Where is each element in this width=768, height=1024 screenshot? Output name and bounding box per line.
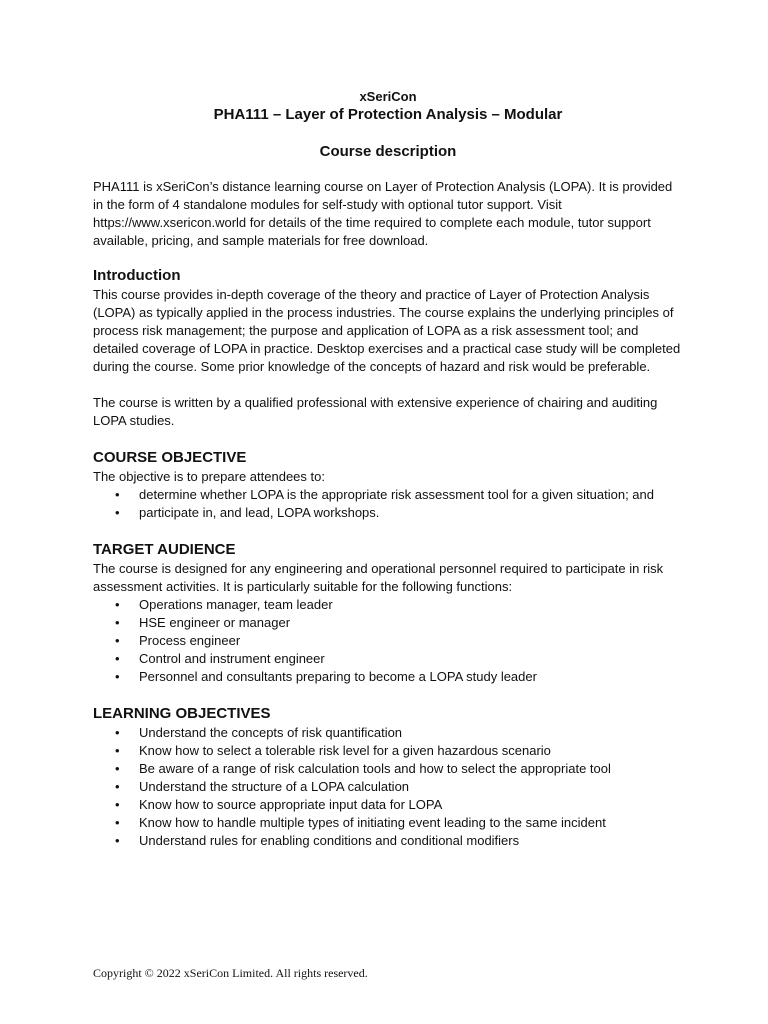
target-audience-heading: TARGET AUDIENCE: [93, 541, 236, 558]
list-item: [93, 760, 683, 778]
learning-objectives-heading: LEARNING OBJECTIVES: [93, 705, 271, 722]
bullet-icon: •: [115, 651, 120, 666]
bullet-icon: •: [115, 505, 120, 520]
bullet-icon: •: [115, 633, 120, 648]
bullet-icon: •: [115, 725, 120, 740]
bullet-icon: •: [115, 743, 120, 758]
course-objective-heading: COURSE OBJECTIVE: [93, 449, 247, 466]
document-subtitle: Course description: [319, 143, 457, 160]
document-page: [93, 88, 683, 850]
list-item: [93, 632, 683, 650]
list-item-text: Know how to handle multiple types of initiating event leading to the same incident: [139, 815, 606, 830]
course-objective-intro: The objective is to prepare attendees to:: [93, 469, 325, 484]
list-item-text: Control and instrument engineer: [139, 651, 325, 666]
list-item-text: Understand the structure of a LOPA calculation: [139, 779, 410, 794]
list-item-text: Understand the concepts of risk quantification: [139, 725, 403, 740]
bullet-icon: •: [115, 815, 120, 830]
list-item: [93, 832, 683, 850]
bullet-icon: •: [115, 615, 120, 630]
list-item: [93, 504, 683, 522]
target-audience-intro: The course is designed for any engineering and operational personnel required to participate in risk assessment activities. It is particularly suitable for the following functions:: [93, 561, 664, 594]
introduction-paragraph-1: This course provides in-depth coverage of the theory and practice of Layer of Protection Analysis (LOPA) as typically applied in the process industries. The course explains the underlying principles of process risk management; the purpose and application of LOPA as a risk assessment tool; and detailed coverage of LOPA in practice. Desktop exercises and a practical case study will be completed during the course. Some prior knowledge of the concepts of hazard and risk would be preferable.: [93, 287, 681, 374]
list-item-text: Be aware of a range of risk calculation tools and how to select the appropriate tool: [139, 761, 611, 776]
list-item-text: Know how to source appropriate input data for LOPA: [139, 797, 443, 812]
target-audience-list: [93, 596, 683, 686]
list-item: [93, 778, 683, 796]
bullet-icon: •: [115, 761, 120, 776]
list-item: [93, 486, 683, 504]
list-item-text: HSE engineer or manager: [139, 615, 291, 630]
bullet-icon: •: [115, 797, 120, 812]
bullet-icon: •: [115, 779, 120, 794]
document-title: PHA111 – Layer of Protection Analysis – Modular: [213, 106, 563, 123]
bullet-icon: •: [115, 597, 120, 612]
list-item: [93, 742, 683, 760]
list-item: [93, 796, 683, 814]
list-item: [93, 596, 683, 614]
list-item: [93, 724, 683, 742]
list-item-text: participate in, and lead, LOPA workshops.: [139, 505, 380, 520]
list-item: [93, 650, 683, 668]
learning-objectives-list: [93, 724, 683, 850]
list-item: [93, 814, 683, 832]
list-item-text: Personnel and consultants preparing to become a LOPA study leader: [139, 669, 537, 684]
list-item-text: Operations manager, team leader: [139, 597, 333, 612]
bullet-icon: •: [115, 487, 120, 502]
introduction-paragraph-2: The course is written by a qualified professional with extensive experience of chairing and auditing LOPA studies.: [93, 395, 658, 428]
list-item-text: Process engineer: [139, 633, 241, 648]
list-item-text: determine whether LOPA is the appropriate risk assessment tool for a given situation; and: [139, 487, 654, 502]
list-item-text: Understand rules for enabling conditions and conditional modifiers: [139, 833, 520, 848]
bullet-icon: •: [115, 833, 120, 848]
introduction-heading: Introduction: [93, 267, 181, 284]
bullet-icon: •: [115, 669, 120, 684]
course-objective-list: [93, 486, 683, 522]
brand-name: xSeriCon: [359, 89, 417, 104]
list-item: [93, 668, 683, 686]
copyright-footer: Copyright © 2022 xSeriCon Limited. All rights reserved.: [93, 966, 368, 980]
course-description-paragraph: PHA111 is xSeriCon’s distance learning course on Layer of Protection Analysis (LOPA). It is provided in the form of 4 standalone modules for self-study with optional tutor support. Visit https://www.xsericon.world for details of the time required to complete each module, tutor support available, pricing, and sample materials for free download.: [93, 179, 673, 248]
list-item-text: Know how to select a tolerable risk level for a given hazardous scenario: [139, 743, 551, 758]
list-item: [93, 614, 683, 632]
